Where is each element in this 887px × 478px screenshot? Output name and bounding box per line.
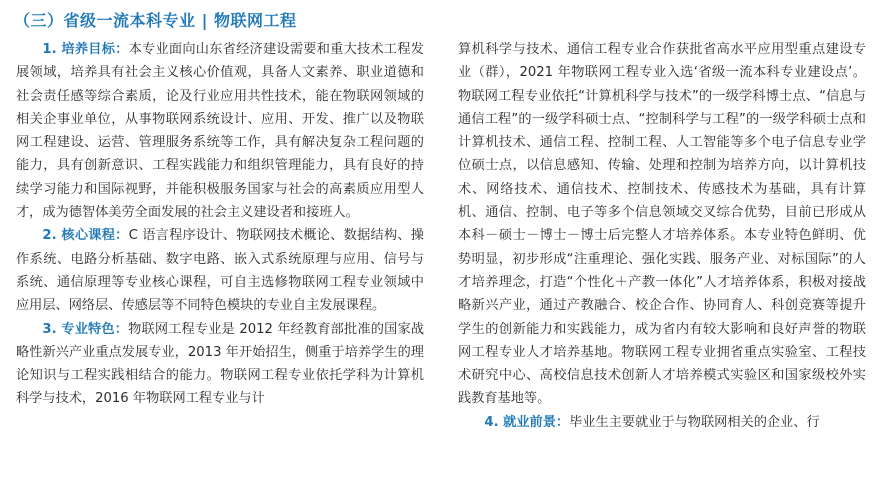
section-text: 本专业面向山东省经济建设需要和重大技术工程发展领域，培养具有社会主义核心价值观，具备人文素养、职业道德和社会责任感等综合素质，论及行业应用共性技术，能在物联网领域的相关企事业单位，从事物联网系统设计、应用、开发、推广以及物联网工程建设、运营、管理服务系统等工作，具有解决复杂工程问题的能力，具有创新意识、工程实践能力和组织管理能力，具有良好的持续学习能力和国际视野，并能积极服务国家与社会的高素质应用型人才，成为德智体美劳全面发展的社会主义建设者和接班人。 [16,42,424,221]
section-text: 物联网工程专业是 2012 年经教育部批准的国家战略性新兴产业重点发展专业，2013 年开始招生，侧重于培养学生的理论知识与工程实践相结合的能力。物联网工程专业依托学科为计算机科学与技术，2016 年物联网工程专业与计 [16,321,424,407]
section-label: 4. 就业前景： [484,414,570,430]
section-text: C 语言程序设计、物联网技术概论、数据结构、操作系统、电路分析基础、数字电路、嵌入式系统原理与应用、信号与系统、通信原理等专业核心课程，可自主选修物联网工程专业领域中应用层、网络层、传感层等不同特色模块的专业自主发展课程。 [16,228,424,314]
section-career [458,411,866,434]
section-label: 1. 培养目标： [42,42,129,57]
section-text: 毕业生主要就业于与物联网相关的企业、行 [569,414,820,430]
section-training-goal [16,38,424,224]
section-label: 2. 核心课程： [42,228,129,244]
section-features-continued [458,38,866,411]
section-text: 算机科学与技术、通信工程专业合作获批省高水平应用型重点建设专业（群），2021 年物联网工程专业入选‘省级一流本科专业建设点’。物联网工程专业依托“计算机科学与技术”的一级学科博士点、“信息与通信工程”的一级学科硕士点、“控制科学与工程”的一级学科硕士点和计算机技术、通信工程、控制工程、人工智能等多个电子信息专业学位硕士点，以信息感知、传输、处理和控制为培养方向，以计算机技术、网络技术、通信技术、控制技术、传感技术为基础，具有计算机、通信、控制、电子等多个信息领域交叉综合优势，目前已形成从本科－硕士－博士－博士后完整人才培养体系。本专业特色鲜明、优势明显，初步形成“注重理论、强化实践、服务产业、对标国际”的人才培养理念，打造“个性化＋产教一体化”人才培养体系，积极对接战略新兴产业，通过产教融合、校企合作、协同育人、科创竞赛等提升学生的创新能力和实践能力，成为省内有较大影响和良好声誉的物联网工程专业人才培养基地。物联网工程专业拥省重点实验室、工程技术研究中心、高校信息技术创新人才培养模式实验区和国家级校外实践教育基地等。 [458,42,866,407]
section-core-courses [16,224,424,317]
left-column [16,38,424,411]
section-features [16,318,424,411]
section-label: 3. 专业特色： [42,321,129,337]
page-title: （三）省级一流本科专业 | 物联网工程 [14,11,297,30]
right-column [458,38,866,434]
